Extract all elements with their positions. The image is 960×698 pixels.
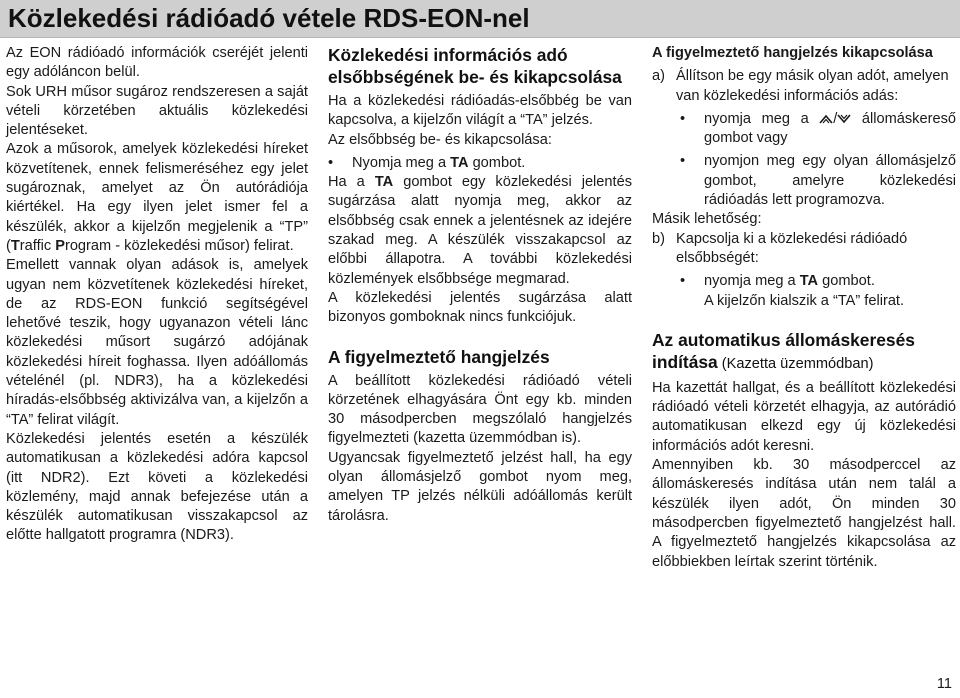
paragraph: [6, 140, 308, 256]
list-item-b: [652, 230, 956, 269]
paragraph: Ha a közlekedési rádióadás-elsőbbég be van kapcsolva, a kijelzőn világít a “TA” jelzés.: [328, 93, 632, 129]
bullet-item: [328, 154, 632, 173]
text: rogram - közlekedési műsor) felirat.: [64, 237, 294, 254]
text: Ha a: [328, 174, 375, 191]
title-bar: [0, 0, 960, 38]
bold-letter: T: [10, 237, 20, 254]
heading-note: (Kazetta üzemmódban): [717, 355, 874, 372]
paragraph: Sok URH műsor sugároz rendszeresen a saját vételi körzetében aktuális közlekedési jelentéseket.: [6, 83, 308, 139]
list-label: b): [652, 230, 665, 247]
paragraph: Amennyiben kb. 30 másodperccel az állomáskeresés indítása után nem talál a készülék ilyen adót, Ön minden 30 másodpercben figyelmeztető hangjelzést hall. A figyelmeztető hangjelzés kikapcsolása az előbbiekben leírtak szerint történik.: [652, 457, 956, 570]
column-2: [328, 44, 632, 526]
paragraph: Emellett vannak olyan adások is, amelyek ugyan nem közvetítenek közlekedési híreket, de az RDS-EON funkció segítségével lehetővé teszik, hogy ugyanazon vételi lánc közlekedési műsort sugárzó adójának közlekedési híreit foghassa. Ilyen adóállomás vételénél (pl. NDR3), ha a közlekedési híradás-elsőbbség aktivizálva van, a kijelzőn a “TA” felirat világít.: [6, 257, 308, 428]
bullet-item: [680, 110, 956, 149]
list-item-a: [652, 67, 956, 106]
column-1: [6, 44, 308, 546]
text: gombot.: [468, 154, 526, 171]
paragraph: Az elsőbbség be- és kikapcsolása:: [328, 131, 552, 148]
paragraph: Másik lehetőség:: [652, 211, 762, 228]
text: gombot.: [818, 273, 875, 290]
text: raffic: [19, 237, 56, 254]
paragraph: Közlekedési jelentés esetén a készülék automatikusan a közlekedési adóra kapcsol (itt NDR2). Ezt követi a közlekedési közlemény, majd annak befejezése után a készülék automatikusan visszakapcsol az előtte hallgatott programra (NDR3).: [6, 430, 308, 544]
paragraph: A beállított közlekedési rádióadó vételi körzetének elhagyására Önt egy kb. minden 30 másodpercben megszólaló hangjelzés figyelmezteti (kazetta üzemmódban is).: [328, 372, 632, 447]
text: nyomja meg a: [704, 273, 800, 290]
paragraph: A közlekedési jelentés sugárzása alatt bizonyos gomboknak nincs funkciójuk.: [328, 289, 632, 326]
heading-main: Az automatikus állomáskeresés indítása: [652, 329, 915, 372]
section-heading: [652, 329, 956, 375]
text: gombot egy közlekedési jelentés sugárzása alatt nyomja meg, akkor az elsőbbség csak ennek a jelentésnek az idejére szakad meg. A készülék visszakapcsol az előbbi állapotra. A további közlekedési közlemények elsőbbsége megmarad.: [328, 174, 633, 287]
text: Kapcsolja ki a közlekedési rádióadó elsőbbségét:: [676, 230, 908, 266]
ta-key-label: TA: [374, 174, 394, 191]
text: Nyomja meg a: [352, 154, 451, 171]
page-number: 11: [936, 676, 952, 692]
ta-key-label: TA: [450, 154, 469, 171]
text: nyomja meg a: [704, 110, 820, 127]
text: Azok a műsorok, amelyek közlekedési híreket közvetítenek, ennek felismeréséhez egy jelet sugároznak, amelyet az Ön autórádiója kiértékel. Ha egy ilyen jelet ismer fel a készülék, akkor a kijelzőn megjelenik a “TP” (: [6, 141, 308, 254]
section-heading: A figyelmeztető hangjelzés kikapcsolása: [652, 45, 933, 61]
text: állomáskereső gombot vagy: [704, 110, 956, 147]
ta-key-label: TA: [799, 273, 819, 290]
paragraph: Ha kazettát hallgat, és a beállított közlekedési rádióadó vételi körzetét elhagyja, az autórádió automatikusan elkezd egy új közlekedési információs adót keresni.: [652, 379, 956, 454]
text: A kijelzőn kialszik a “TA” felirat.: [704, 292, 905, 309]
paragraph: [328, 173, 632, 289]
section-heading: A figyelmeztető hangjelzés: [328, 346, 550, 367]
bullet-item: • nyomjon meg egy olyan állomásjelző gombot, amelyre közlekedési rádióadás lett programozva.: [680, 152, 956, 210]
page-title: Közlekedési rádióadó vétele RDS-EON-nel: [8, 3, 530, 33]
column-3: [652, 44, 956, 572]
paragraph: Az EON rádióadó információk cseréjét jelenti egy adóláncon belül.: [6, 45, 308, 81]
text: /: [833, 110, 838, 127]
paragraph: Ugyancsak figyelmeztető jelzést hall, ha egy olyan állomásjelző gombot nyom meg, amelyen TP jelzés nélküli adóállomás került tárolásra.: [328, 449, 632, 524]
section-heading: Közlekedési információs adó elsőbbségének be- és kikapcsolása: [328, 45, 622, 87]
text: Állítson be egy másik olyan adót, amelyen van közlekedési információs adás:: [676, 68, 949, 104]
list-label: a): [652, 68, 665, 85]
seek-up-icon: [819, 113, 833, 125]
seek-down-icon: [837, 113, 851, 125]
bold-letter: P: [55, 237, 65, 254]
bullet-item: [680, 272, 956, 311]
